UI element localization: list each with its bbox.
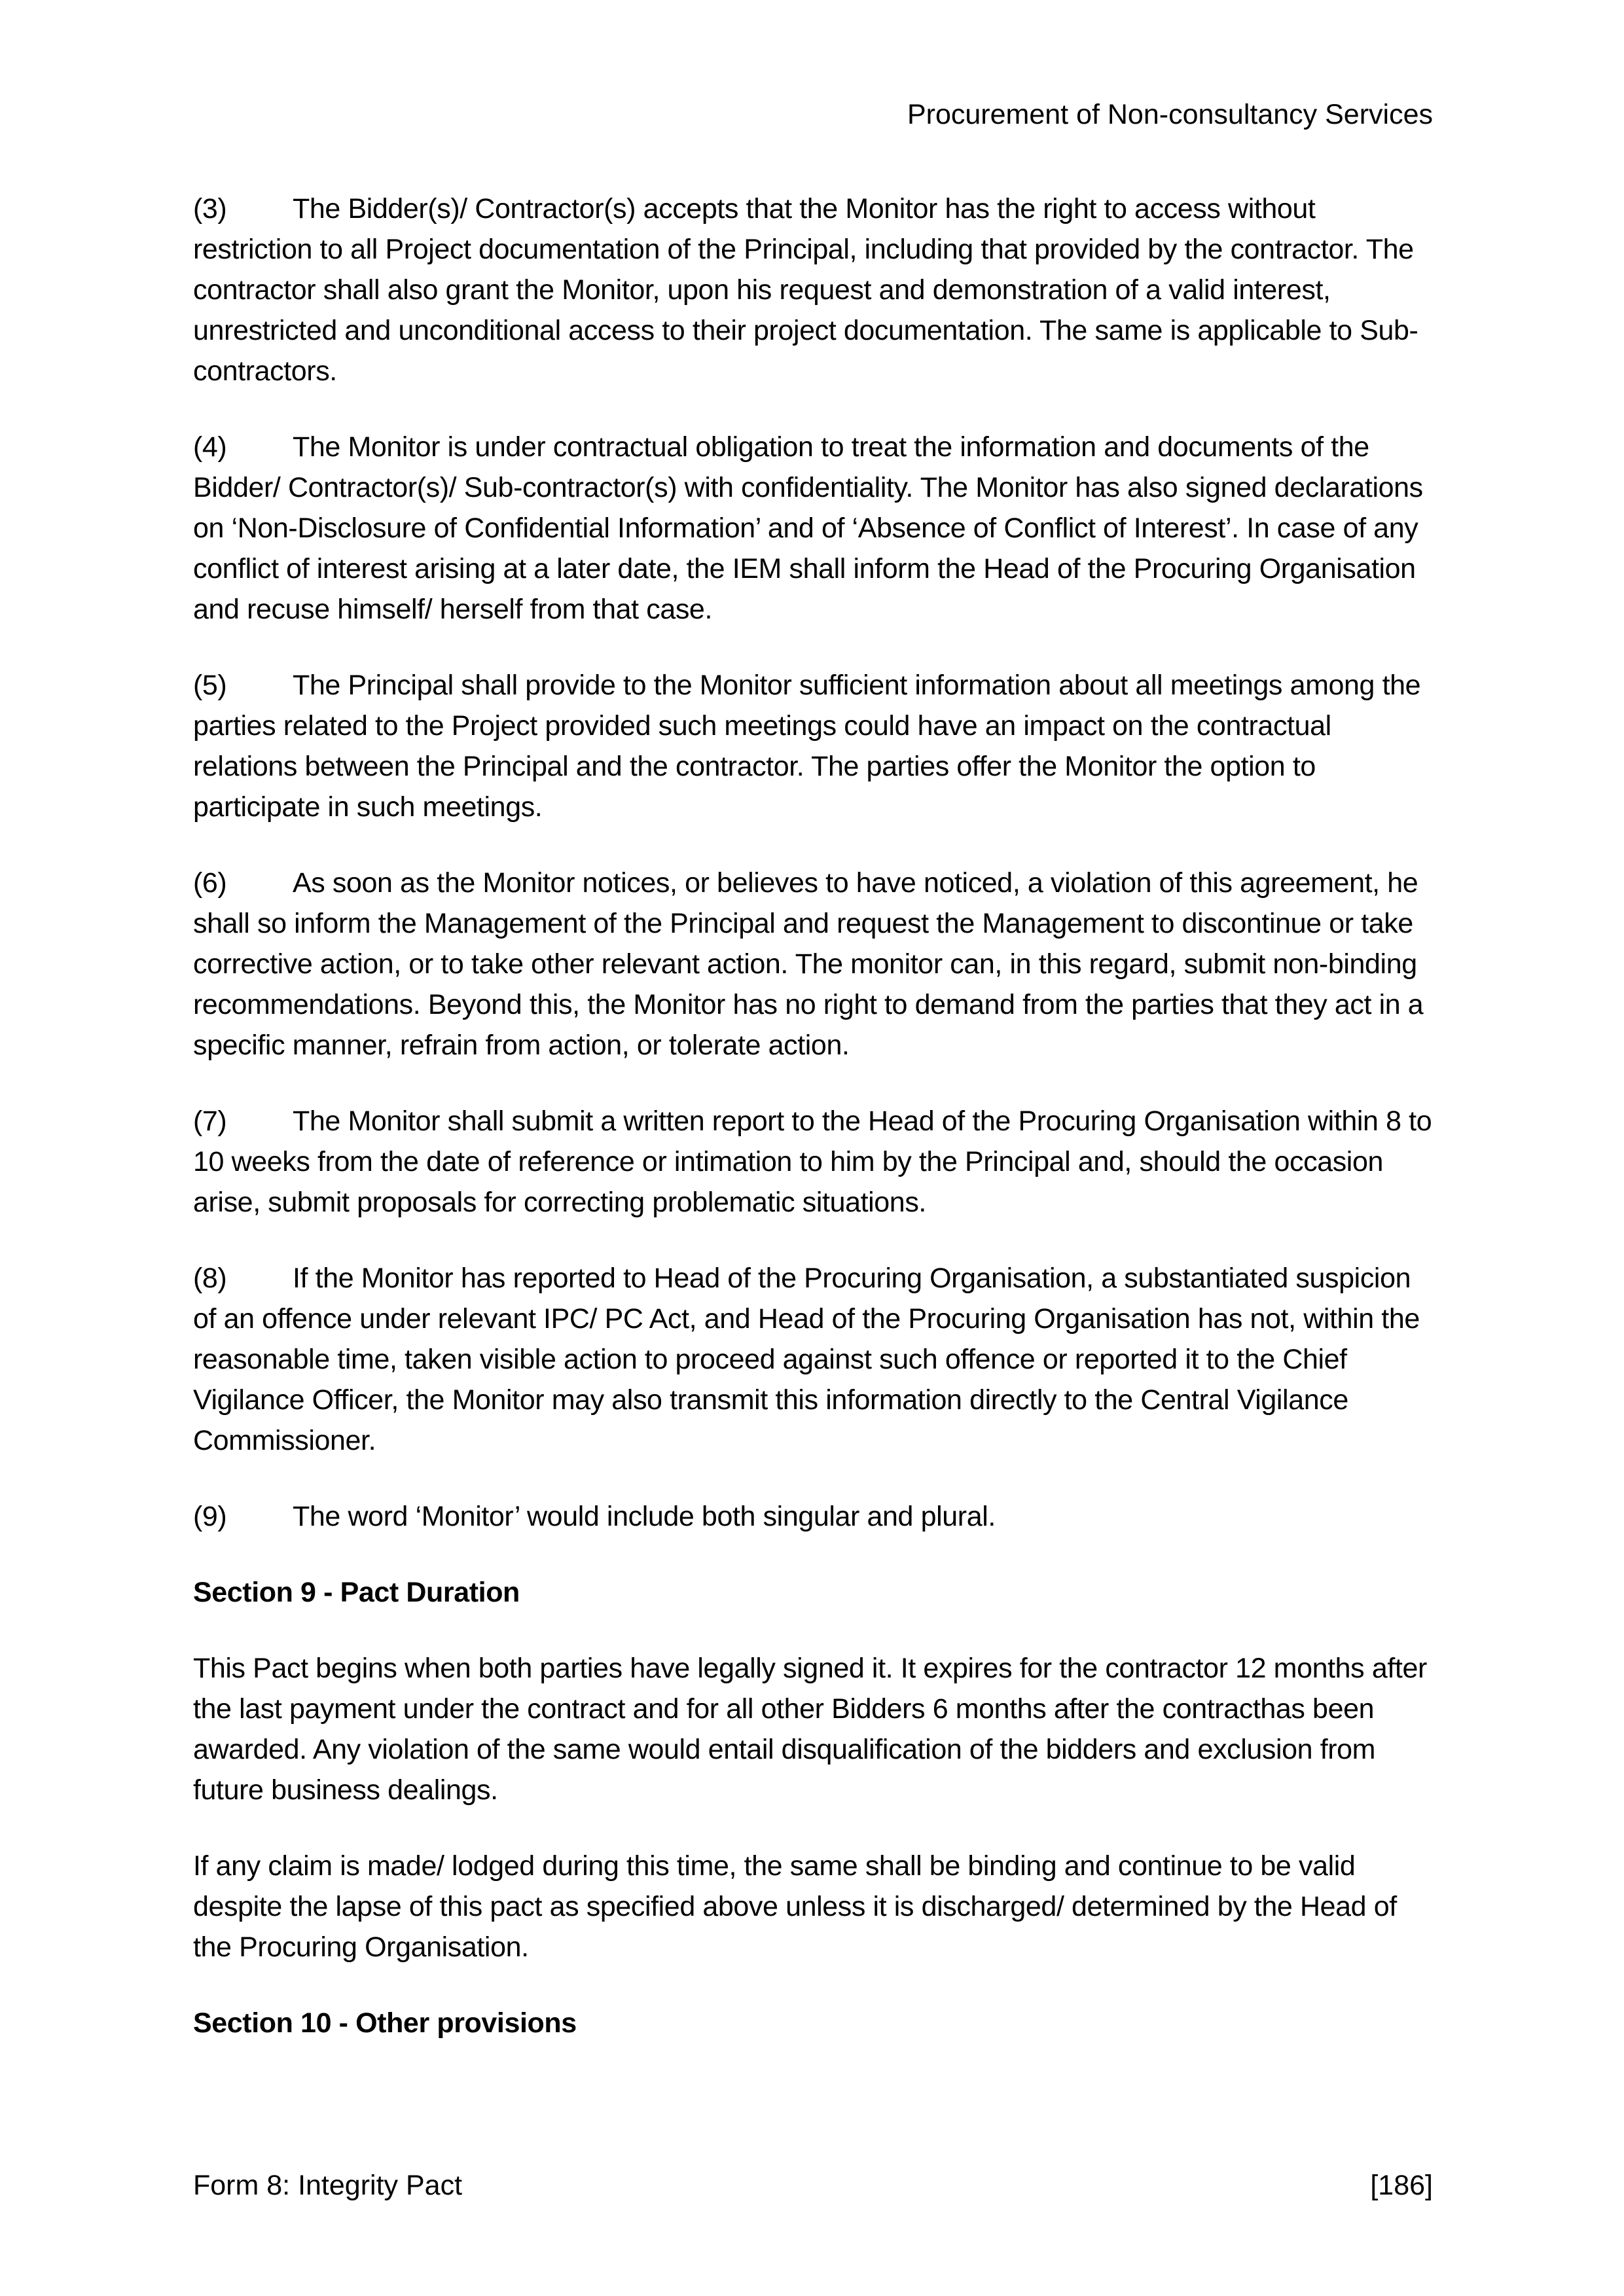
section-9-paragraph-1: This Pact begins when both parties have legally signed it. It expires for the contractor 12 months after the last payment under the contract and for all other Bidders 6 months after the contracthas been awarded. Any violation of the same would entail disqualification of the bidders and exclusion from future business dealings. xyxy=(193,1653,1427,1806)
section-9-heading: Section 9 - Pact Duration xyxy=(193,1577,520,1608)
section-10-heading: Section 10 - Other provisions xyxy=(193,2007,577,2039)
paragraph-text: The Bidder(s)/ Contractor(s) accepts that the Monitor has the right to access without restriction to all Project documentation of the Principal, including that provided by the contractor. The contractor shall also grant the Monitor, upon his request and demonstration of a valid interest, unrestricted and unconditional access to their project documentation. The same is applicable to Sub-contractors. xyxy=(193,193,1418,387)
page-header xyxy=(193,98,1433,132)
numbered-paragraph-7 xyxy=(193,1101,1434,1223)
paragraph-text: The Monitor is under contractual obligation to treat the information and documents of the Bidder/ Contractor(s)/ Sub-contractor(s) with confidentiality. The Monitor has also signed declarations on ‘Non-Disclosure of Confidential Information’ and of ‘Absence of Conflict of Interest’. In case of any conflict of interest arising at a later date, the IEM shall inform the Head of the Procuring Organisation and recuse himself/ herself from that case. xyxy=(193,431,1423,625)
header-text: Procurement of Non-consultancy Services xyxy=(907,99,1433,130)
paragraph-number: (7) xyxy=(193,1105,227,1137)
paragraph-number: (9) xyxy=(193,1501,227,1532)
numbered-paragraph-3 xyxy=(193,188,1434,391)
paragraph-text: As soon as the Monitor notices, or believes to have noticed, a violation of this agreement, he shall so inform the Management of the Principal and request the Management to discontinue or take corrective action, or to take other relevant action. The monitor can, in this regard, submit non-binding recommendations. Beyond this, the Monitor has no right to demand from the parties that they act in a specific manner, refrain from action, or tolerate action. xyxy=(193,867,1424,1061)
document-body xyxy=(193,188,1434,2079)
numbered-paragraph-9 xyxy=(193,1496,1434,1537)
paragraph-number: (6) xyxy=(193,867,227,899)
page-footer xyxy=(193,2169,1433,2203)
numbered-paragraph-6 xyxy=(193,863,1434,1066)
numbered-paragraph-8 xyxy=(193,1258,1434,1461)
footer-form-label: Form 8: Integrity Pact xyxy=(193,2170,463,2202)
paragraph-number: (3) xyxy=(193,193,227,224)
paragraph-text: The Monitor shall submit a written report to the Head of the Procuring Organisation within 8 to 10 weeks from the date of reference or intimation to him by the Principal and, should the occasion arise, submit proposals for correcting problematic situations. xyxy=(193,1105,1432,1218)
section-9-paragraph-2: If any claim is made/ lodged during this time, the same shall be binding and continue to be valid despite the lapse of this pact as specified above unless it is discharged/ determined by the Head of the Procuring Organisation. xyxy=(193,1850,1397,1963)
paragraph-number: (4) xyxy=(193,431,227,463)
numbered-paragraph-4 xyxy=(193,427,1434,630)
paragraph-text: The word ‘Monitor’ would include both singular and plural. xyxy=(293,1501,996,1532)
paragraph-number: (8) xyxy=(193,1263,227,1294)
paragraph-text: If the Monitor has reported to Head of the Procuring Organisation, a substantiated suspicion of an offence under relevant IPC/ PC Act, and Head of the Procuring Organisation has not, within the reasonable time, taken visible action to proceed against such offence or reported it to the Chief Vigilance Officer, the Monitor may also transmit this information directly to the Central Vigilance Commissioner. xyxy=(193,1263,1420,1456)
numbered-paragraph-5 xyxy=(193,665,1434,827)
paragraph-number: (5) xyxy=(193,670,227,701)
paragraph-text: The Principal shall provide to the Monitor sufficient information about all meetings among the parties related to the Project provided such meetings could have an impact on the contractual relations between the Principal and the contractor. The parties offer the Monitor the option to participate in such meetings. xyxy=(193,670,1421,823)
footer-page-number: [186] xyxy=(1370,2170,1433,2202)
